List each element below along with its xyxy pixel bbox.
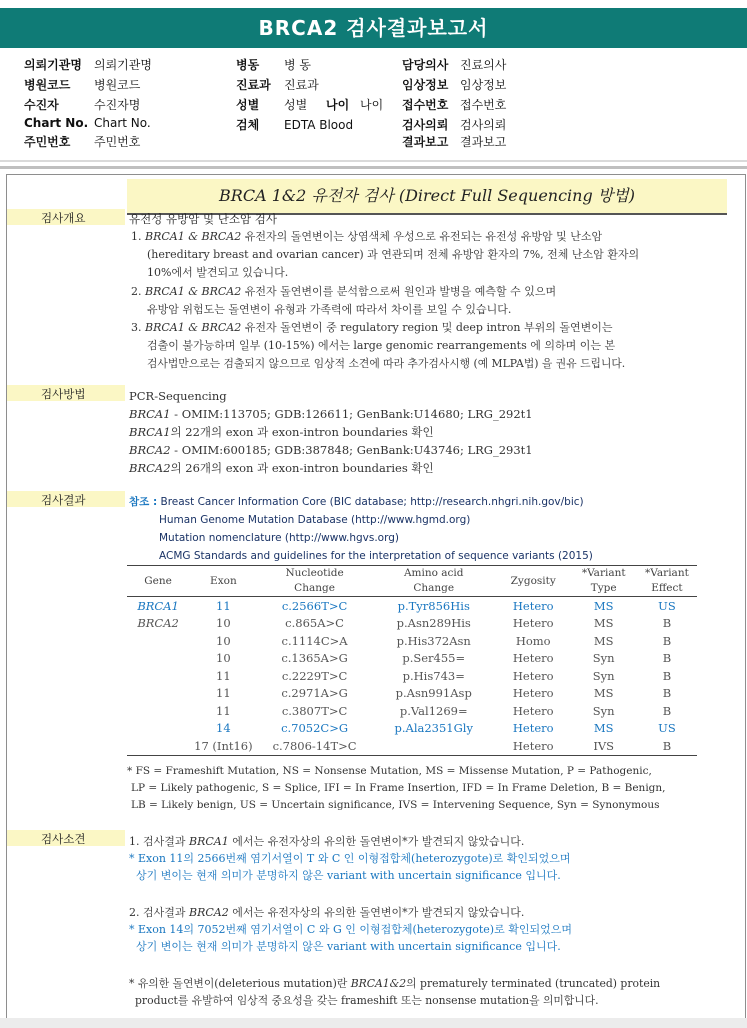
section-label-result: 검사결과 <box>41 493 86 507</box>
table-row <box>127 597 697 615</box>
cell-effect: B <box>662 686 672 701</box>
cell-gene <box>127 667 189 685</box>
divider <box>0 166 747 169</box>
th-variant-type: *Variant Type <box>581 567 626 594</box>
cell-gene: BRCA2 <box>137 616 179 631</box>
overview-item-1: 1. BRCA1 & BRCA2 유전자의 돌연변이는 상염색체 우성으로 유전되는 유전성 유방암 및 난소암 (hereditary breast and ovarian cancer) 과 연관되며 전체 유방암 환자의 7%, 전체 난소암 환자의 10%에서 발견되고 있습니다. <box>131 230 640 279</box>
section-label-overview: 검사개요 <box>41 211 86 225</box>
cell-gene <box>127 720 189 738</box>
header-field-age: 나이 나이 <box>326 98 384 112</box>
header-field: 주민번호 주민번호 <box>24 135 141 149</box>
cell-nt: c.7806-14T>C <box>272 738 357 753</box>
cell-zyg: Hetero <box>512 703 554 718</box>
cell-zyg: Hetero <box>512 598 554 613</box>
method-text: PCR-Sequencing BRCA1 - OMIM:113705; GDB:126611; GenBank:U14680; LRG_292t1 BRCA1의 22개의 exon 과 exon-intron boundaries 확인 BRCA2 - OMIM:600185; GDB:387848; GenBank:U43746; LRG_293t1 BRCA2의 26개의 exon 과 exon-intron boundaries 확인 <box>129 389 533 475</box>
cell-exon: 11 <box>216 598 231 613</box>
cell-exon: 10 <box>216 616 231 631</box>
report-title: BRCA2 검사결과보고서 <box>258 16 489 40</box>
cell-nt: c.7052C>G <box>281 721 349 736</box>
header-field: 임상정보 임상정보 <box>402 78 507 92</box>
conclusion-brca1: 1. 검사결과 BRCA1 에서는 유전자상의 유의한 돌연변이*가 발견되지 않았습니다. * Exon 11의 2566번째 염기서열이 T 와 C 인 이형접합체(heterozygote)로 확인되었으며 상기 변이는 현재 의미가 분명하지 않은 variant with uncertain significance 입니다. <box>129 835 571 882</box>
variant-table-body <box>127 597 697 756</box>
cell-effect: B <box>662 668 672 683</box>
table-row <box>127 650 697 668</box>
cell-gene <box>127 650 189 668</box>
cell-nt: c.1365A>G <box>281 651 348 666</box>
report-title-bar <box>0 8 747 48</box>
cell-type: MS <box>593 721 614 736</box>
table-row <box>127 632 697 650</box>
cell-exon: 11 <box>216 668 231 683</box>
table-row <box>127 720 697 738</box>
cell-type: IVS <box>593 738 615 753</box>
cell-zyg: Hetero <box>512 721 554 736</box>
cell-exon: 10 <box>216 651 231 666</box>
bottom-band <box>0 1018 747 1028</box>
abbreviation-footnote: * FS = Frameshift Mutation, NS = Nonsense Mutation, MS = Missense Mutation, P = Pathogenic, LP = Likely pathogenic, S = Splice, IFI = In Frame Insertion, IFD = In Frame Deletion, B = Benign, LB = Likely benign, US = Uncertain significance, IVS = Intervening Sequence, Syn = Synonymous <box>127 765 666 811</box>
table-row <box>127 667 697 685</box>
cell-type: MS <box>593 633 614 648</box>
header-field: 병원코드 병원코드 <box>24 78 141 92</box>
cell-aa: p.Val1269= <box>399 703 468 718</box>
cell-zyg: Hetero <box>512 651 554 666</box>
th-amino-acid: Amino acid Change <box>403 567 464 594</box>
cell-zyg: Hetero <box>512 668 554 683</box>
cell-aa: p.His743= <box>402 668 465 683</box>
cell-nt: c.865A>C <box>285 616 344 631</box>
cell-aa: p.Ser455= <box>402 651 466 666</box>
cell-effect: B <box>662 633 672 648</box>
cell-aa: p.Asn991Asp <box>395 686 472 701</box>
cell-effect: B <box>662 703 672 718</box>
cell-effect: US <box>658 721 676 736</box>
cell-aa: p.Ala2351Gly <box>394 721 473 736</box>
cell-effect: B <box>662 616 672 631</box>
table-row <box>127 702 697 720</box>
cell-nt: c.2229T>C <box>281 668 348 683</box>
cell-effect: B <box>662 651 672 666</box>
th-zygosity: Zygosity <box>510 574 556 587</box>
header-field: 의뢰기관명 의뢰기관명 <box>24 58 152 72</box>
variant-table <box>127 565 697 756</box>
header-field: 수진자 수진자명 <box>24 98 141 112</box>
cell-exon: 11 <box>216 686 231 701</box>
table-row <box>127 615 697 633</box>
header-field: 결과보고 결과보고 <box>402 135 507 149</box>
cell-zyg: Hetero <box>512 616 554 631</box>
cell-effect: US <box>658 598 676 613</box>
cell-gene <box>127 632 189 650</box>
header-field: 검사의뢰 검사의뢰 <box>402 118 507 132</box>
cell-type: MS <box>593 598 614 613</box>
cell-type: Syn <box>592 651 615 666</box>
cell-gene: BRCA1 <box>137 598 179 613</box>
cell-exon: 10 <box>216 633 231 648</box>
cell-zyg: Homo <box>515 633 551 648</box>
cell-nt: c.2971A>G <box>281 686 348 701</box>
cell-gene <box>127 702 189 720</box>
conclusion-brca2: 2. 검사결과 BRCA2 에서는 유전자상의 유의한 돌연변이*가 발견되지 않았습니다. * Exon 14의 7052번째 염기서열이 C 와 G 인 이형접합체(heterozygote)로 확인되었으며 상기 변이는 현재 의미가 분명하지 않은 variant with uncertain significance 입니다. <box>129 906 572 953</box>
cell-exon: 14 <box>216 721 231 736</box>
table-row <box>127 685 697 703</box>
cell-aa: p.Tyr856His <box>397 598 470 613</box>
th-gene: Gene <box>144 574 172 587</box>
overview-item-3: 3. BRCA1 & BRCA2 유전자 돌연변이 중 regulatory region 및 deep intron 부위의 돌연변이는 검출이 불가능하며 일부 (10-15%) 에서는 large genomic rearrangements 에 의하며 이는 본 검사법만으로는 검출되지 않으므로 임상적 소견에 따라 추가검사시행 (예 MLPA법) 을 권유 드립니다. <box>131 321 626 370</box>
cell-effect: B <box>662 738 672 753</box>
header-field: 검체 EDTA Blood <box>236 118 354 132</box>
cell-type: MS <box>593 616 614 631</box>
cell-exon: 17 (Int16) <box>194 738 253 753</box>
cell-aa <box>372 737 496 755</box>
cell-nt: c.3807T>C <box>281 703 348 718</box>
cell-nt: c.1114C>A <box>281 633 348 648</box>
section-label-method: 검사방법 <box>41 387 86 401</box>
cell-gene <box>127 737 189 755</box>
variant-table-header <box>127 566 697 597</box>
section-label-conclusion: 검사소견 <box>41 832 86 846</box>
header-field: 성별 성별 <box>236 98 308 112</box>
cell-gene <box>127 685 189 703</box>
table-row <box>127 737 697 755</box>
th-exon: Exon <box>210 574 237 587</box>
overview-item-2: 2. BRCA1 & BRCA2 유전자 돌연변이를 분석함으로써 원인과 발병을 예측할 수 있으며 유방암 위험도는 돌연변이 유형과 가족력에 따라서 차이를 보일 수 있습니다. <box>131 285 557 316</box>
cell-type: MS <box>593 686 614 701</box>
header-field: 담당의사 진료의사 <box>402 58 507 72</box>
cell-zyg: Hetero <box>512 738 554 753</box>
patient-header <box>0 54 747 154</box>
report-section-title: BRCA 1&2 유전자 검사 (Direct Full Sequencing 방법) <box>127 179 727 215</box>
th-nucleotide: Nucleotide Change <box>285 567 344 594</box>
overview-heading: 유전성 유방암 및 난소암 검사 <box>129 212 277 226</box>
header-field: Chart No. Chart No. <box>24 116 151 130</box>
cell-zyg: Hetero <box>512 686 554 701</box>
scanned-report <box>6 174 746 1021</box>
header-field: 접수번호 접수번호 <box>402 98 507 112</box>
cell-exon: 11 <box>216 703 231 718</box>
cell-type: Syn <box>592 703 615 718</box>
divider <box>0 160 747 162</box>
th-variant-effect: *Variant Effect <box>645 567 689 594</box>
cell-type: Syn <box>592 668 615 683</box>
reference-list: 참조 : Breast Cancer Information Core (BIC database; http://research.nhgri.nih.gov/bic) Human Genome Mutation Database (http://www.hgmd.org) Mutation nomenclature (http://www.hgvs.org) ACMG Standards and guidelines for the interpretation of sequence variants (2015) <box>129 496 593 562</box>
cell-nt: c.2566T>C <box>281 598 348 613</box>
deleterious-mutation-note: * 유의한 돌연변이(deleterious mutation)란 BRCA1&2의 prematurely terminated (truncated) protein product를 유발하여 임상적 중요성을 갖는 frameshift 또는 nonsense mutation을 의미합니다. <box>129 977 661 1007</box>
header-field: 병동 병 동 <box>236 58 311 72</box>
cell-aa: p.Asn289His <box>396 616 471 631</box>
cell-aa: p.His372Asn <box>396 633 471 648</box>
header-field: 진료과 진료과 <box>236 78 319 92</box>
